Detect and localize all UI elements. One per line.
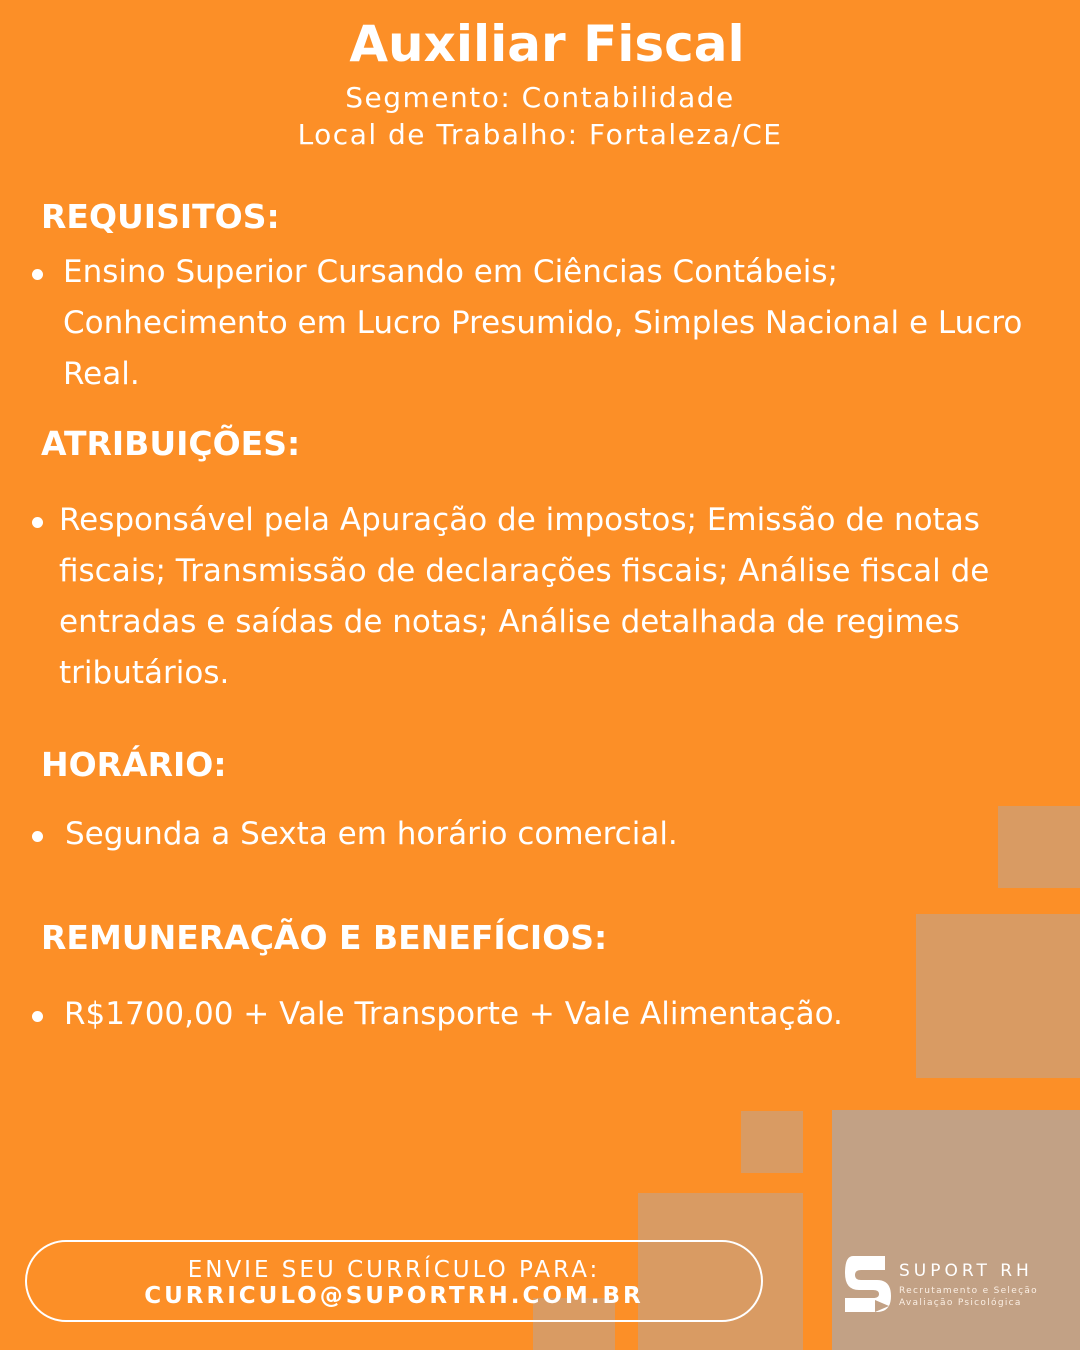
bullet-icon	[32, 831, 43, 842]
email-cta[interactable]	[25, 1240, 763, 1322]
bullet-icon	[32, 269, 43, 280]
letter-s-logo-icon	[845, 1256, 891, 1314]
cta-instruction: ENVIE SEU CURRÍCULO PARA:	[187, 1257, 601, 1283]
bullet-icon	[32, 1011, 43, 1022]
cta-email-link[interactable]: CURRICULO@SUPORTRH.COM.BR	[144, 1283, 644, 1309]
requirements-heading: REQUISITOS:	[41, 197, 280, 236]
decor-square	[741, 1111, 803, 1173]
compensation-item: R$1700,00 + Vale Transporte + Vale Alimentação.	[64, 996, 843, 1032]
requirements-item: Ensino Superior Cursando em Ciências Contábeis; Conhecimento em Lucro Presumido, Simples Nacional e Lucro Real.	[63, 254, 1023, 392]
segment-text: Segmento: Contabilidade	[345, 81, 735, 114]
location-text: Local de Trabalho: Fortaleza/CE	[297, 118, 783, 151]
brand-name: SUPORT RH	[899, 1261, 1033, 1281]
brand-tagline: Avaliação Psicológica	[899, 1298, 1022, 1308]
brand-tagline: Recrutamento e Seleção	[899, 1286, 1038, 1296]
decor-square	[832, 1110, 1080, 1350]
duties-heading: ATRIBUIÇÕES:	[41, 424, 301, 463]
schedule-item: Segunda a Sexta em horário comercial.	[65, 816, 678, 852]
compensation-heading: REMUNERAÇÃO E BENEFÍCIOS:	[41, 918, 608, 957]
schedule-heading: HORÁRIO:	[41, 745, 227, 784]
job-title: Auxiliar Fiscal	[349, 15, 745, 73]
bullet-icon	[32, 517, 43, 528]
duties-item: Responsável pela Apuração de impostos; Emissão de notas fiscais; Transmissão de declarações fiscais; Análise fiscal de entradas e saídas de notas; Análise detalhada de regimes tributários.	[59, 502, 990, 691]
